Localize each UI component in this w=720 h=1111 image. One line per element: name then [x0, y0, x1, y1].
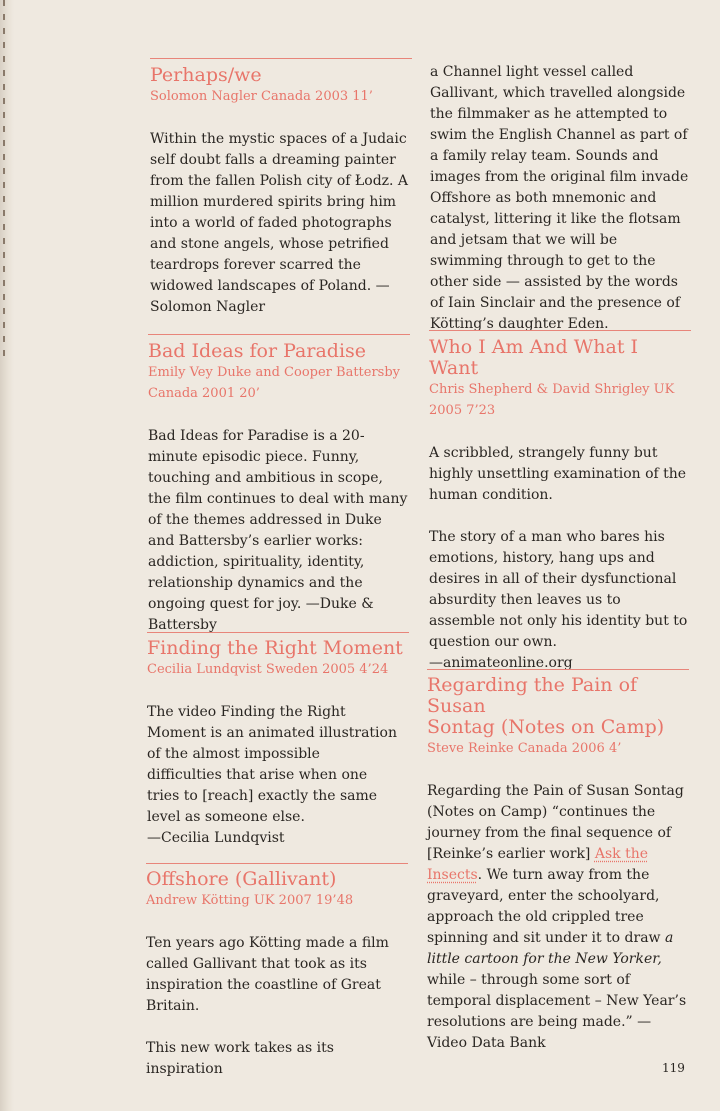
signature: —Cecilia Lundqvist: [147, 830, 285, 846]
film-credit: Solomon Nagler Canada 2003 11’: [150, 89, 373, 104]
film-credit: Steve Reinke Canada 2006 4’: [427, 741, 622, 756]
binding-stitches: [3, 0, 5, 360]
page-number: 119: [662, 1061, 685, 1075]
film-title: Offshore (Gallivant): [146, 868, 337, 890]
section-rule: [427, 669, 689, 670]
entry-who-i-am: [429, 330, 691, 674]
section-rule: [148, 334, 410, 335]
film-credit: Andrew Kötting UK 2007 19’48: [146, 893, 354, 908]
entry-bad-ideas: [148, 334, 410, 636]
film-reference-link: Ask the Insects: [427, 846, 648, 883]
entry-finding-right-moment: [147, 632, 409, 849]
film-title: Regarding the Pain of Susan Sontag (Notes on Camp): [427, 674, 665, 738]
film-title: Perhaps/we: [150, 64, 262, 86]
signature: —animateonline.org: [429, 655, 573, 671]
section-rule: [147, 632, 409, 633]
film-credit: Emily Vey Duke and Cooper Battersby Canada 2001 20’: [148, 365, 401, 401]
entry-perhaps-we: [150, 58, 412, 318]
film-title: Who I Am And What I Want: [429, 336, 638, 379]
entry-offshore: [146, 863, 408, 1080]
section-rule: [146, 863, 408, 864]
film-description: a Channel light vessel called Gallivant, which travelled alongside the filmmaker as he attempted to swim the English Channel as part of a family relay team. Sounds and images from the original film invade Offshore as both mnemonic and catalyst, littering it like the flotsam and jetsam that we will be swimming through to get to the other side — assisted by the words of Iain Sinclair and the presence of Kötting’s daughter Eden.: [430, 64, 689, 332]
section-rule: [429, 330, 691, 331]
film-credit: Cecilia Lundqvist Sweden 2005 4’24: [147, 662, 389, 677]
film-description: A scribbled, strangely funny but highly unsettling examination of the human condition. The story of a man who bares his emotions, history, hang ups and desires in all of their dysfunctional absurdity then leaves us to assemble not only his identity but to question our own. —animateonline.org: [429, 443, 691, 674]
film-title: Finding the Right Moment: [147, 637, 403, 659]
film-title: Bad Ideas for Paradise: [148, 340, 367, 362]
section-rule: [150, 58, 412, 59]
film-credit: Chris Shepherd & David Shrigley UK 2005 7’23: [429, 382, 675, 418]
entry-regarding-pain: [427, 669, 689, 1054]
film-description: Ten years ago Kötting made a film called Gallivant that took as its inspiration the coastline of Great Britain. This new work takes as its inspiration: [146, 935, 389, 1077]
film-description: Regarding the Pain of Susan Sontag (Notes on Camp) “continues the journey from the final sequence of [Reinke’s earlier work] Ask the Insects. We turn away from the graveyard, enter the schoolyard, approach the old crippled tree spinning and sit under it to draw a little cartoon for the New Yorker, while – through some sort of temporal displacement – New Year’s resolutions are being made.” —Video Data Bank: [427, 783, 687, 1051]
entry-offshore-continued: [430, 62, 692, 335]
film-description: Within the mystic spaces of a Judaic self doubt falls a dreaming painter from the fallen Polish city of Łodz. A million murdered spirits bring him into a world of faded photographs and stone angels, whose petrified teardrops forever scarred the widowed landscapes of Poland. —Solomon Nagler: [150, 131, 409, 315]
film-description: Bad Ideas for Paradise is a 20-minute episodic piece. Funny, touching and ambitious in scope, the film continues to deal with many of the themes addressed in Duke and Battersby’s earlier works: addiction, spirituality, identity, relationship dynamics and the ongoing quest for joy. —Duke & Battersby: [148, 428, 408, 633]
film-description: The video Finding the Right Moment is an animated illustration of the almost impossible difficulties that arise when one tries to [reach] exactly the same level as someone else. —Cecilia Lundqvist: [147, 702, 397, 849]
book-binding: [0, 0, 14, 1111]
